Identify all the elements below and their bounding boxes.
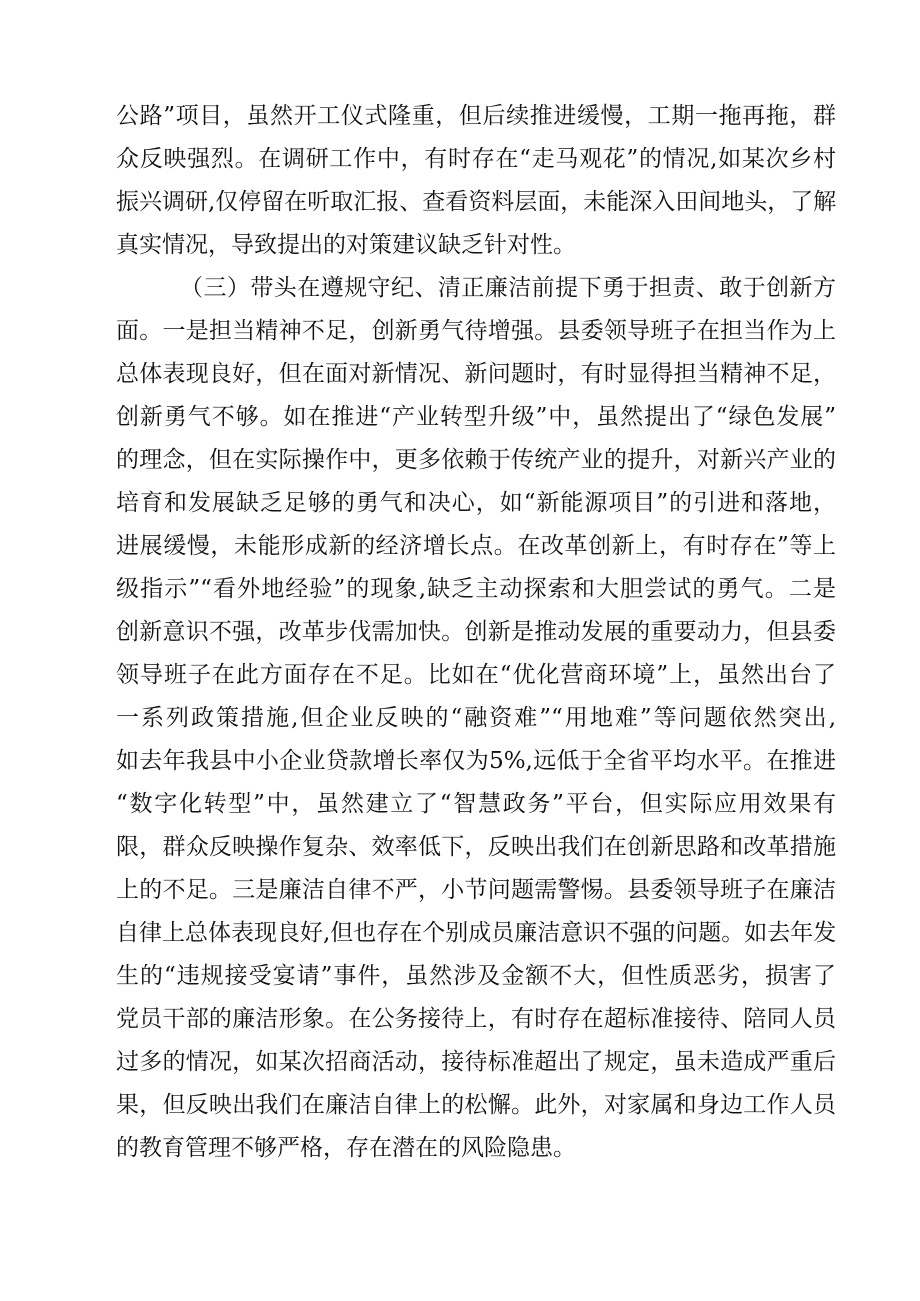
text-line: 果，但反映出我们在廉洁自律上的松懈。此外，对家属和身边工作人员 [116,1092,836,1118]
text-line: 生的“违规接受宴请”事件，虽然涉及金额不大，但性质恶劣，损害了 [116,963,836,989]
text-line: 培育和发展缺乏足够的勇气和决心，如“新能源项目”的引进和落地， [116,490,836,516]
text-line: 振兴调研,仅停留在听取汇报、查看资料层面，未能深入田间地头，了解 [116,189,837,215]
text-line: 自律上总体表现良好,但也存在个别成员廉洁意识不强的问题。如去年发 [116,920,837,946]
text-line: 进展缓慢，未能形成新的经济增长点。在改革创新上，有时存在”等上 [116,533,836,559]
text-line: 创新意识不强，改革步伐需加快。创新是推动发展的重要动力，但县委 [116,619,836,645]
section-heading-line: （三）带头在遵规守纪、清正廉洁前提下勇于担责、敢于创新方 [180,275,836,301]
text-line: 的理念，但在实际操作中，更多依赖于传统产业的提升，对新兴产业的 [116,447,836,473]
text-line: 公路”项目，虽然开工仪式隆重，但后续推进缓慢，工期一拖再拖，群 [116,103,836,129]
text-line: “数字化转型”中，虽然建立了“智慧政务”平台，但实际应用效果有 [116,791,836,817]
text-line: 面。一是担当精神不足，创新勇气待增强。县委领导班子在担当作为上 [116,318,836,344]
text-line: 真实情况，导致提出的对策建议缺乏针对性。 [116,232,576,258]
text-line: 限，群众反映操作复杂、效率低下，反映出我们在创新思路和改革措施 [116,834,836,860]
text-line: 领导班子在此方面存在不足。比如在“优化营商环境”上，虽然出台了 [116,662,836,688]
text-line: 如去年我县中小企业贷款增长率仅为5%,远低于全省平均水平。在推进 [116,748,836,774]
text-line: 创新勇气不够。如在推进“产业转型升级”中，虽然提出了“绿色发展” [116,404,836,430]
text-line: 过多的情况，如某次招商活动，接待标准超出了规定，虽未造成严重后 [116,1049,836,1075]
text-line: 级指示”“看外地经验”的现象,缺乏主动探索和大胆尝试的勇气。二是 [116,576,836,602]
text-line: 众反映强烈。在调研工作中，有时存在“走马观花”的情况,如某次乡村 [116,146,836,172]
text-line: 的教育管理不够严格，存在潜在的风险隐患。 [116,1135,576,1161]
text-line: 一系列政策措施,但企业反映的“融资难”“用地难”等问题依然突出, [116,705,836,731]
text-line: 上的不足。三是廉洁自律不严，小节问题需警惕。县委领导班子在廉洁 [116,877,836,903]
text-line: 党员干部的廉洁形象。在公务接待上，有时存在超标准接待、陪同人员 [116,1006,836,1032]
text-line: 总体表现良好，但在面对新情况、新问题时，有时显得担当精神不足， [116,361,836,387]
